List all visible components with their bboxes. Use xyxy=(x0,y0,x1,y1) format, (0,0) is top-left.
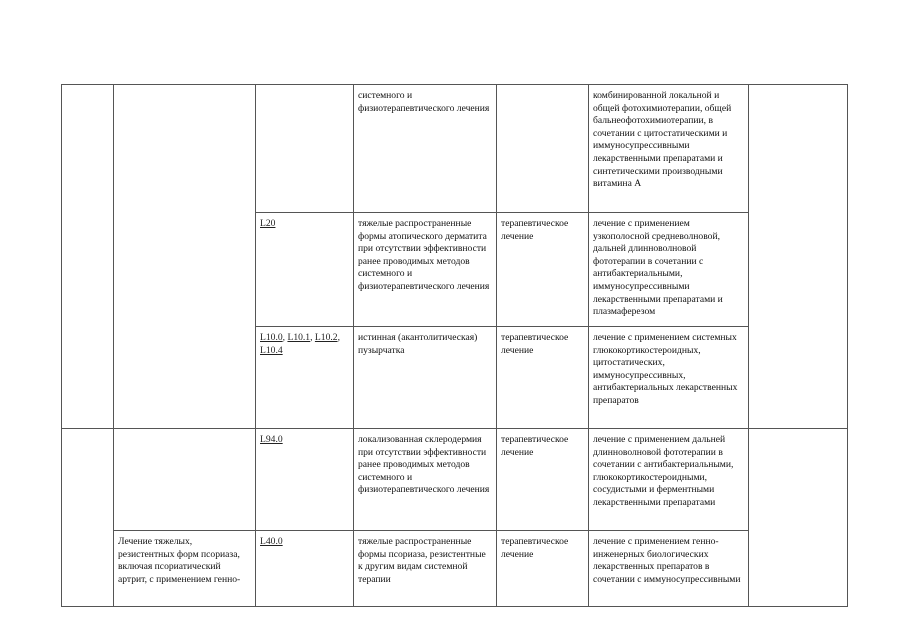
table-row xyxy=(62,85,848,213)
cell-disease: истинная (акантолитическая) пузырчатка xyxy=(354,327,497,429)
icd-code-link[interactable]: L20 xyxy=(260,218,276,229)
cell-code xyxy=(256,429,354,531)
icd-code-link[interactable]: L10.0 xyxy=(260,332,283,343)
cell-treatment-type: терапевтическое лечение xyxy=(497,213,589,327)
cell-disease: системного и физиотерапевтического лечения xyxy=(354,85,497,213)
code-separator: , xyxy=(282,332,288,343)
cell-method: лечение с применением узкополосной средневолновой, дальней длинноволновой фототерапии в сочетании с антибактериальными, иммуносупрессивными лекарственными препаратами и плазмаферезом xyxy=(589,213,749,327)
icd-code-link[interactable]: L40.0 xyxy=(260,536,283,547)
cell-disease: тяжелые распространенные формы атопического дерматита при отсутствии эффективности ранее проводимых методов системного и физиотерапевтического лечения xyxy=(354,213,497,327)
cell-treatment-type xyxy=(497,85,589,213)
cell-number xyxy=(62,85,114,429)
cell-standard xyxy=(749,429,848,607)
cell-disease: локализованная склеродермия при отсутствии эффективности ранее проводимых методов системного и физиотерапевтического лечения xyxy=(354,429,497,531)
cell-method: лечение с применением системных глюкокортикостероидных, цитостатических, иммуносупрессивных, антибактериальных лекарственных препаратов xyxy=(589,327,749,429)
cell-code xyxy=(256,531,354,607)
icd-code-link[interactable]: L94.0 xyxy=(260,434,283,445)
cell-procedure-name: Лечение тяжелых, резистентных форм псориаза, включая псориатический артрит, с применением генно- xyxy=(114,531,256,607)
cell-treatment-type: терапевтическое лечение xyxy=(497,327,589,429)
cell-disease: тяжелые распространенные формы псориаза, резистентные к другим видам системной терапии xyxy=(354,531,497,607)
table-row xyxy=(62,531,848,607)
cell-treatment-type: терапевтическое лечение xyxy=(497,531,589,607)
cell-code xyxy=(256,213,354,327)
cell-method: лечение с применением дальней длинноволновой фототерапии в сочетании с антибактериальными, глюкокортикостероидными, сосудистыми и ферментными лекарственными препаратами xyxy=(589,429,749,531)
cell-code xyxy=(256,85,354,213)
code-separator: , xyxy=(337,332,340,343)
cell-code xyxy=(256,327,354,429)
cell-method: лечение с применением генно-инженерных биологических лекарственных препаратов в сочетании с иммуносупрессивными xyxy=(589,531,749,607)
treatment-table xyxy=(61,84,848,607)
code-separator: , xyxy=(310,332,315,343)
cell-procedure-name xyxy=(114,85,256,429)
table-row xyxy=(62,429,848,531)
cell-standard xyxy=(749,85,848,429)
cell-treatment-type: терапевтическое лечение xyxy=(497,429,589,531)
cell-procedure-name xyxy=(114,429,256,531)
icd-code-link[interactable]: L10.4 xyxy=(260,344,283,356)
icd-code-link[interactable]: L10.1 xyxy=(287,332,311,343)
icd-code-link[interactable]: L10.2 xyxy=(314,332,338,343)
cell-method: комбинированной локальной и общей фотохимиотерапии, общей бальнеофотохимиотерапии, в сочетании с цитостатическими и иммуносупрессивными лекарственными препаратами и синтетическими производными витамина А xyxy=(589,85,749,213)
cell-number xyxy=(62,429,114,607)
